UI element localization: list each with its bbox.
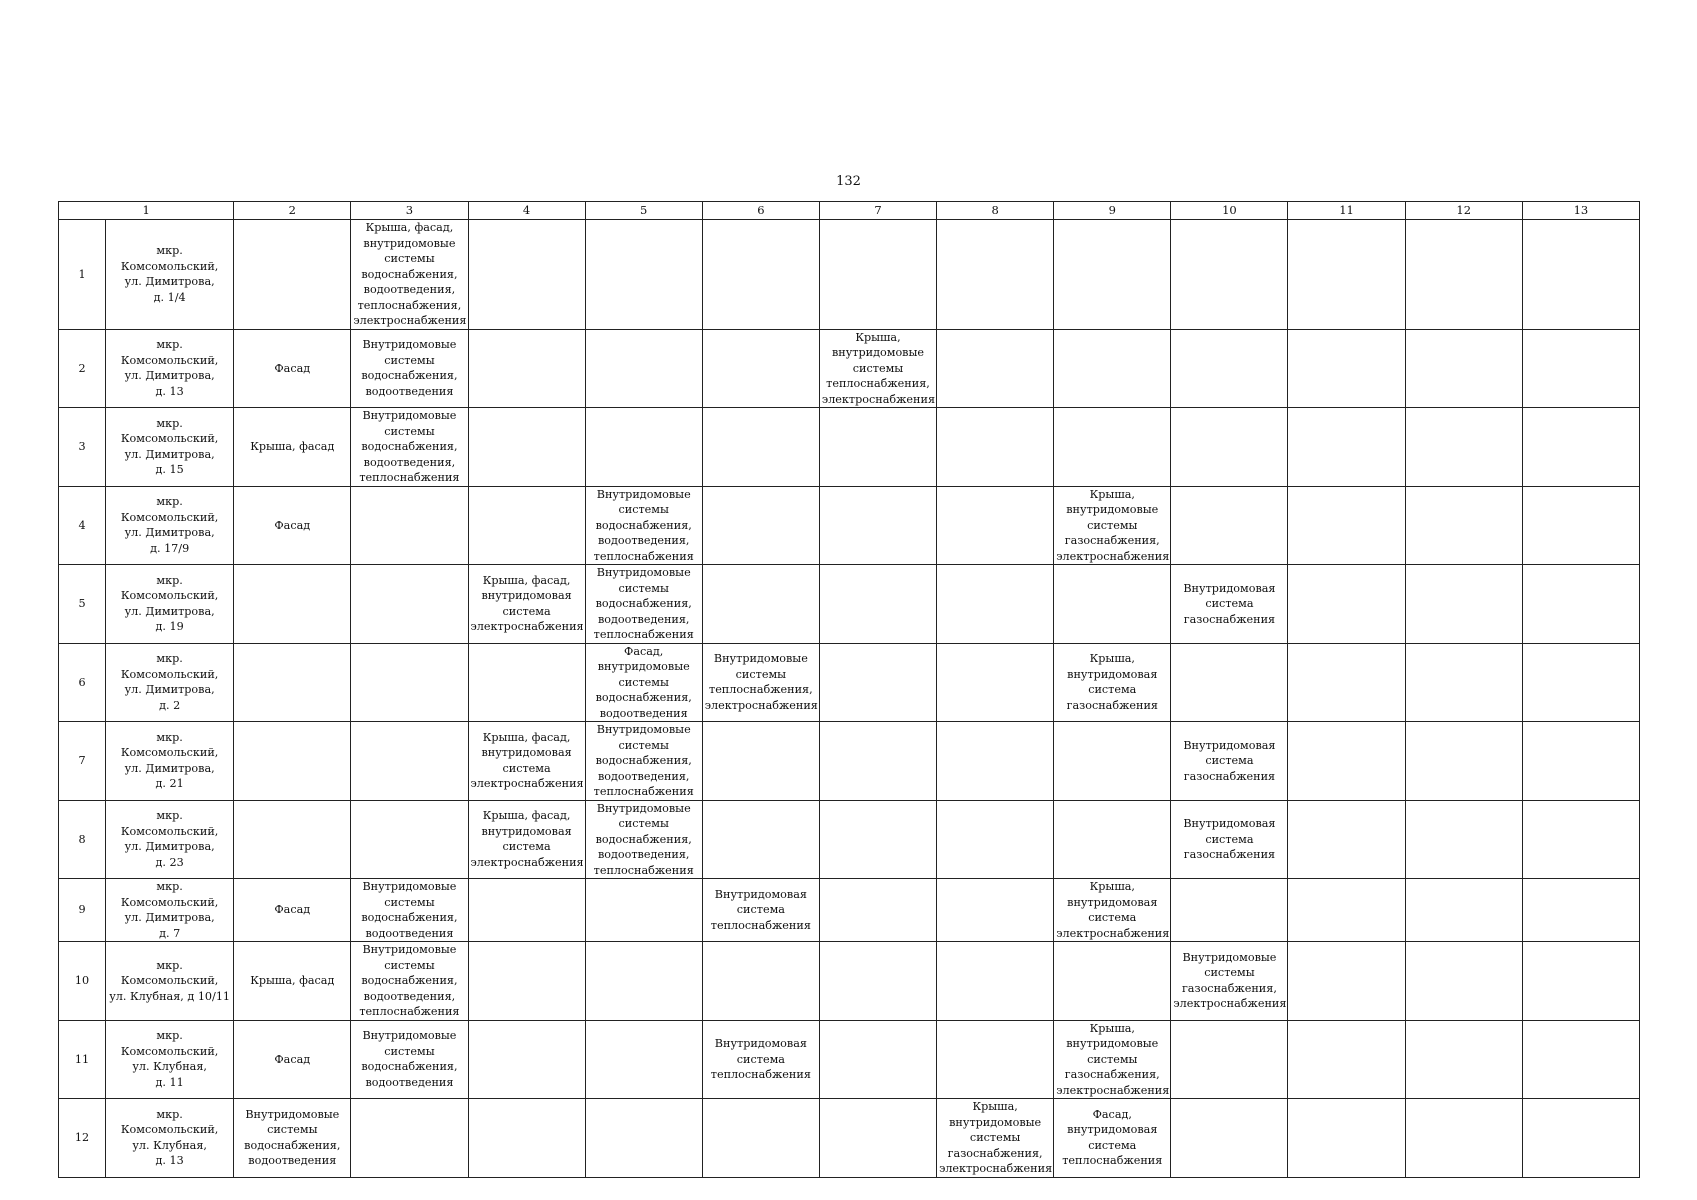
work-cell <box>1522 220 1639 330</box>
work-cell <box>351 486 468 565</box>
work-cell <box>1522 722 1639 801</box>
work-cell <box>468 879 585 942</box>
work-cell <box>937 800 1054 879</box>
column-header: 4 <box>468 202 585 220</box>
work-cell <box>1405 1020 1522 1099</box>
work-cell <box>1054 722 1171 801</box>
column-header: 6 <box>702 202 819 220</box>
row-number-cell: 12 <box>59 1099 106 1178</box>
address-cell: мкр. Комсомольский, ул. Димитрова, д. 23 <box>106 800 234 879</box>
work-cell: Крыша, внутридомовая система электроснабжения <box>1054 879 1171 942</box>
address-cell: мкр. Комсомольский, ул. Димитрова, д. 1/4 <box>106 220 234 330</box>
work-cell <box>819 486 936 565</box>
table-body <box>59 220 1640 1178</box>
work-cell <box>351 722 468 801</box>
work-cell <box>1288 220 1405 330</box>
work-cell: Внутридомовые системы водоснабжения, водоотведения, теплоснабжения <box>585 800 702 879</box>
column-header: 12 <box>1405 202 1522 220</box>
work-cell <box>1288 643 1405 722</box>
work-cell <box>819 722 936 801</box>
work-cell <box>468 1020 585 1099</box>
column-header: 9 <box>1054 202 1171 220</box>
page-number: 132 <box>836 174 861 189</box>
work-cell <box>1405 879 1522 942</box>
row-number-cell: 9 <box>59 879 106 942</box>
work-cell <box>585 329 702 408</box>
work-cell <box>1288 408 1405 487</box>
address-cell: мкр. Комсомольский, ул. Димитрова, д. 15 <box>106 408 234 487</box>
address-cell: мкр. Комсомольский, ул. Димитрова, д. 2 <box>106 643 234 722</box>
address-cell: мкр. Комсомольский, ул. Димитрова, д. 13 <box>106 329 234 408</box>
work-cell <box>468 643 585 722</box>
work-cell <box>937 565 1054 644</box>
work-cell <box>937 329 1054 408</box>
work-cell <box>1405 486 1522 565</box>
row-number-cell: 8 <box>59 800 106 879</box>
work-cell <box>1054 800 1171 879</box>
work-cell <box>702 942 819 1021</box>
work-cell <box>1522 643 1639 722</box>
work-cell: Крыша, фасад <box>234 942 351 1021</box>
work-cell <box>1522 1099 1639 1178</box>
work-cell: Внутридомовые системы теплоснабжения, электроснабжения <box>702 643 819 722</box>
row-number-cell: 11 <box>59 1020 106 1099</box>
work-cell: Внутридомовая система газоснабжения <box>1171 722 1288 801</box>
table-row <box>59 408 1640 487</box>
work-cell <box>1171 220 1288 330</box>
header-row <box>59 202 1640 220</box>
work-cell: Крыша, внутридомовые системы теплоснабжения, электроснабжения <box>819 329 936 408</box>
work-cell <box>937 220 1054 330</box>
work-cell <box>1522 1020 1639 1099</box>
work-cell <box>1405 408 1522 487</box>
table-row <box>59 329 1640 408</box>
table-row <box>59 879 1640 942</box>
work-cell <box>1522 942 1639 1021</box>
work-cell: Внутридомовые системы водоснабжения, водоотведения <box>234 1099 351 1178</box>
work-cell: Внутридомовая система теплоснабжения <box>702 1020 819 1099</box>
work-cell <box>1522 879 1639 942</box>
work-cell <box>468 408 585 487</box>
row-number-cell: 2 <box>59 329 106 408</box>
work-cell <box>1405 800 1522 879</box>
work-cell <box>1171 1099 1288 1178</box>
work-cell <box>234 565 351 644</box>
work-cell <box>937 722 1054 801</box>
work-cell: Внутридомовые системы водоснабжения, водоотведения <box>351 329 468 408</box>
table-row <box>59 722 1640 801</box>
work-cell <box>1171 408 1288 487</box>
address-cell: мкр. Комсомольский, ул. Клубная, д. 13 <box>106 1099 234 1178</box>
table-row <box>59 643 1640 722</box>
address-cell: мкр. Комсомольский, ул. Клубная, д. 11 <box>106 1020 234 1099</box>
work-cell: Крыша, фасад, внутридомовые системы водоснабжения, водоотведения, теплоснабжения, электроснабжения <box>351 220 468 330</box>
work-cell <box>1405 722 1522 801</box>
work-cell <box>1054 329 1171 408</box>
work-cell <box>937 942 1054 1021</box>
work-cell: Крыша, фасад <box>234 408 351 487</box>
table-row <box>59 800 1640 879</box>
column-header: 13 <box>1522 202 1639 220</box>
work-cell <box>585 942 702 1021</box>
row-number-cell: 3 <box>59 408 106 487</box>
work-cell: Фасад, внутридомовые системы водоснабжения, водоотведения <box>585 643 702 722</box>
column-header: 1 <box>59 202 234 220</box>
work-cell <box>351 800 468 879</box>
table-row <box>59 486 1640 565</box>
work-cell: Внутридомовые системы водоснабжения, водоотведения, теплоснабжения <box>585 565 702 644</box>
work-cell: Внутридомовые системы водоснабжения, водоотведения <box>351 1020 468 1099</box>
work-cell <box>234 220 351 330</box>
work-cell <box>1288 800 1405 879</box>
work-cell <box>585 1099 702 1178</box>
work-cell <box>1405 643 1522 722</box>
work-cell <box>468 220 585 330</box>
repair-schedule-table <box>58 201 1640 1178</box>
work-cell <box>1522 329 1639 408</box>
work-cell <box>702 1099 819 1178</box>
table-row <box>59 1099 1640 1178</box>
work-cell <box>819 879 936 942</box>
work-cell <box>468 486 585 565</box>
work-cell <box>702 565 819 644</box>
work-cell: Внутридомовая система газоснабжения <box>1171 565 1288 644</box>
work-cell <box>1171 1020 1288 1099</box>
work-cell: Крыша, фасад, внутридомовая система электроснабжения <box>468 722 585 801</box>
row-number-cell: 7 <box>59 722 106 801</box>
work-cell: Фасад, внутридомовая система теплоснабжения <box>1054 1099 1171 1178</box>
row-number-cell: 4 <box>59 486 106 565</box>
work-cell <box>819 565 936 644</box>
work-cell <box>819 942 936 1021</box>
work-cell: Фасад <box>234 486 351 565</box>
work-cell: Внутридомовые системы водоснабжения, водоотведения, теплоснабжения <box>585 722 702 801</box>
work-cell: Крыша, внутридомовые системы газоснабжения, электроснабжения <box>1054 1020 1171 1099</box>
table-row <box>59 1020 1640 1099</box>
work-cell: Крыша, внутридомовые системы газоснабжения, электроснабжения <box>937 1099 1054 1178</box>
work-cell <box>1405 565 1522 644</box>
address-cell: мкр. Комсомольский, ул. Клубная, д 10/11 <box>106 942 234 1021</box>
work-cell: Крыша, фасад, внутридомовая система электроснабжения <box>468 565 585 644</box>
work-cell: Крыша, фасад, внутридомовая система электроснабжения <box>468 800 585 879</box>
column-header: 11 <box>1288 202 1405 220</box>
address-cell: мкр. Комсомольский, ул. Димитрова, д. 17/9 <box>106 486 234 565</box>
work-cell <box>937 879 1054 942</box>
work-cell <box>1288 565 1405 644</box>
work-cell <box>702 220 819 330</box>
work-cell: Внутридомовые системы водоснабжения, водоотведения, теплоснабжения <box>351 408 468 487</box>
work-cell <box>1522 486 1639 565</box>
work-cell <box>819 1099 936 1178</box>
work-cell: Крыша, внутридомовая система газоснабжения <box>1054 643 1171 722</box>
work-cell <box>585 408 702 487</box>
work-cell <box>351 565 468 644</box>
work-cell <box>1405 1099 1522 1178</box>
work-cell <box>1288 329 1405 408</box>
column-header: 2 <box>234 202 351 220</box>
address-cell: мкр. Комсомольский, ул. Димитрова, д. 19 <box>106 565 234 644</box>
work-cell <box>1054 408 1171 487</box>
column-header: 8 <box>937 202 1054 220</box>
work-cell <box>1522 565 1639 644</box>
work-cell <box>819 800 936 879</box>
work-cell <box>1522 408 1639 487</box>
row-number-cell: 1 <box>59 220 106 330</box>
work-cell <box>819 643 936 722</box>
work-cell <box>819 1020 936 1099</box>
work-cell <box>1054 942 1171 1021</box>
work-cell <box>819 408 936 487</box>
work-cell <box>1522 800 1639 879</box>
work-cell <box>585 220 702 330</box>
column-header: 5 <box>585 202 702 220</box>
work-cell <box>1171 879 1288 942</box>
work-cell <box>1171 643 1288 722</box>
row-number-cell: 10 <box>59 942 106 1021</box>
work-cell <box>702 486 819 565</box>
work-cell: Крыша, внутридомовые системы газоснабжения, электроснабжения <box>1054 486 1171 565</box>
work-cell <box>937 643 1054 722</box>
work-cell: Внутридомовая система теплоснабжения <box>702 879 819 942</box>
work-cell <box>234 643 351 722</box>
work-cell <box>937 486 1054 565</box>
work-cell <box>585 1020 702 1099</box>
work-cell: Внутридомовые системы газоснабжения, электроснабжения <box>1171 942 1288 1021</box>
work-cell <box>1171 329 1288 408</box>
work-cell <box>1288 1020 1405 1099</box>
work-cell <box>468 329 585 408</box>
column-header: 10 <box>1171 202 1288 220</box>
address-cell: мкр. Комсомольский, ул. Димитрова, д. 21 <box>106 722 234 801</box>
work-cell <box>702 800 819 879</box>
table-row <box>59 220 1640 330</box>
work-cell <box>702 722 819 801</box>
work-cell: Внутридомовые системы водоснабжения, водоотведения <box>351 879 468 942</box>
work-cell: Внутридомовые системы водоснабжения, водоотведения, теплоснабжения <box>585 486 702 565</box>
work-cell <box>468 942 585 1021</box>
work-cell <box>585 879 702 942</box>
work-cell <box>1405 220 1522 330</box>
work-cell <box>1171 486 1288 565</box>
work-cell <box>819 220 936 330</box>
table-row <box>59 942 1640 1021</box>
column-header: 7 <box>819 202 936 220</box>
work-cell <box>468 1099 585 1178</box>
work-cell <box>1288 722 1405 801</box>
work-cell: Внутридомовые системы водоснабжения, водоотведения, теплоснабжения <box>351 942 468 1021</box>
work-cell <box>702 408 819 487</box>
work-cell <box>702 329 819 408</box>
row-number-cell: 5 <box>59 565 106 644</box>
work-cell <box>351 643 468 722</box>
work-cell <box>1288 486 1405 565</box>
work-cell <box>1054 220 1171 330</box>
row-number-cell: 6 <box>59 643 106 722</box>
work-cell <box>234 722 351 801</box>
work-cell <box>1288 1099 1405 1178</box>
work-cell <box>1405 329 1522 408</box>
work-cell <box>937 1020 1054 1099</box>
work-cell <box>1288 879 1405 942</box>
work-cell <box>1288 942 1405 1021</box>
work-cell: Фасад <box>234 1020 351 1099</box>
work-cell: Фасад <box>234 329 351 408</box>
address-cell: мкр. Комсомольский, ул. Димитрова, д. 7 <box>106 879 234 942</box>
work-cell: Внутридомовая система газоснабжения <box>1171 800 1288 879</box>
work-cell <box>1405 942 1522 1021</box>
work-cell: Фасад <box>234 879 351 942</box>
column-header: 3 <box>351 202 468 220</box>
work-cell <box>234 800 351 879</box>
work-cell <box>937 408 1054 487</box>
work-cell <box>1054 565 1171 644</box>
work-cell <box>351 1099 468 1178</box>
table-row <box>59 565 1640 644</box>
